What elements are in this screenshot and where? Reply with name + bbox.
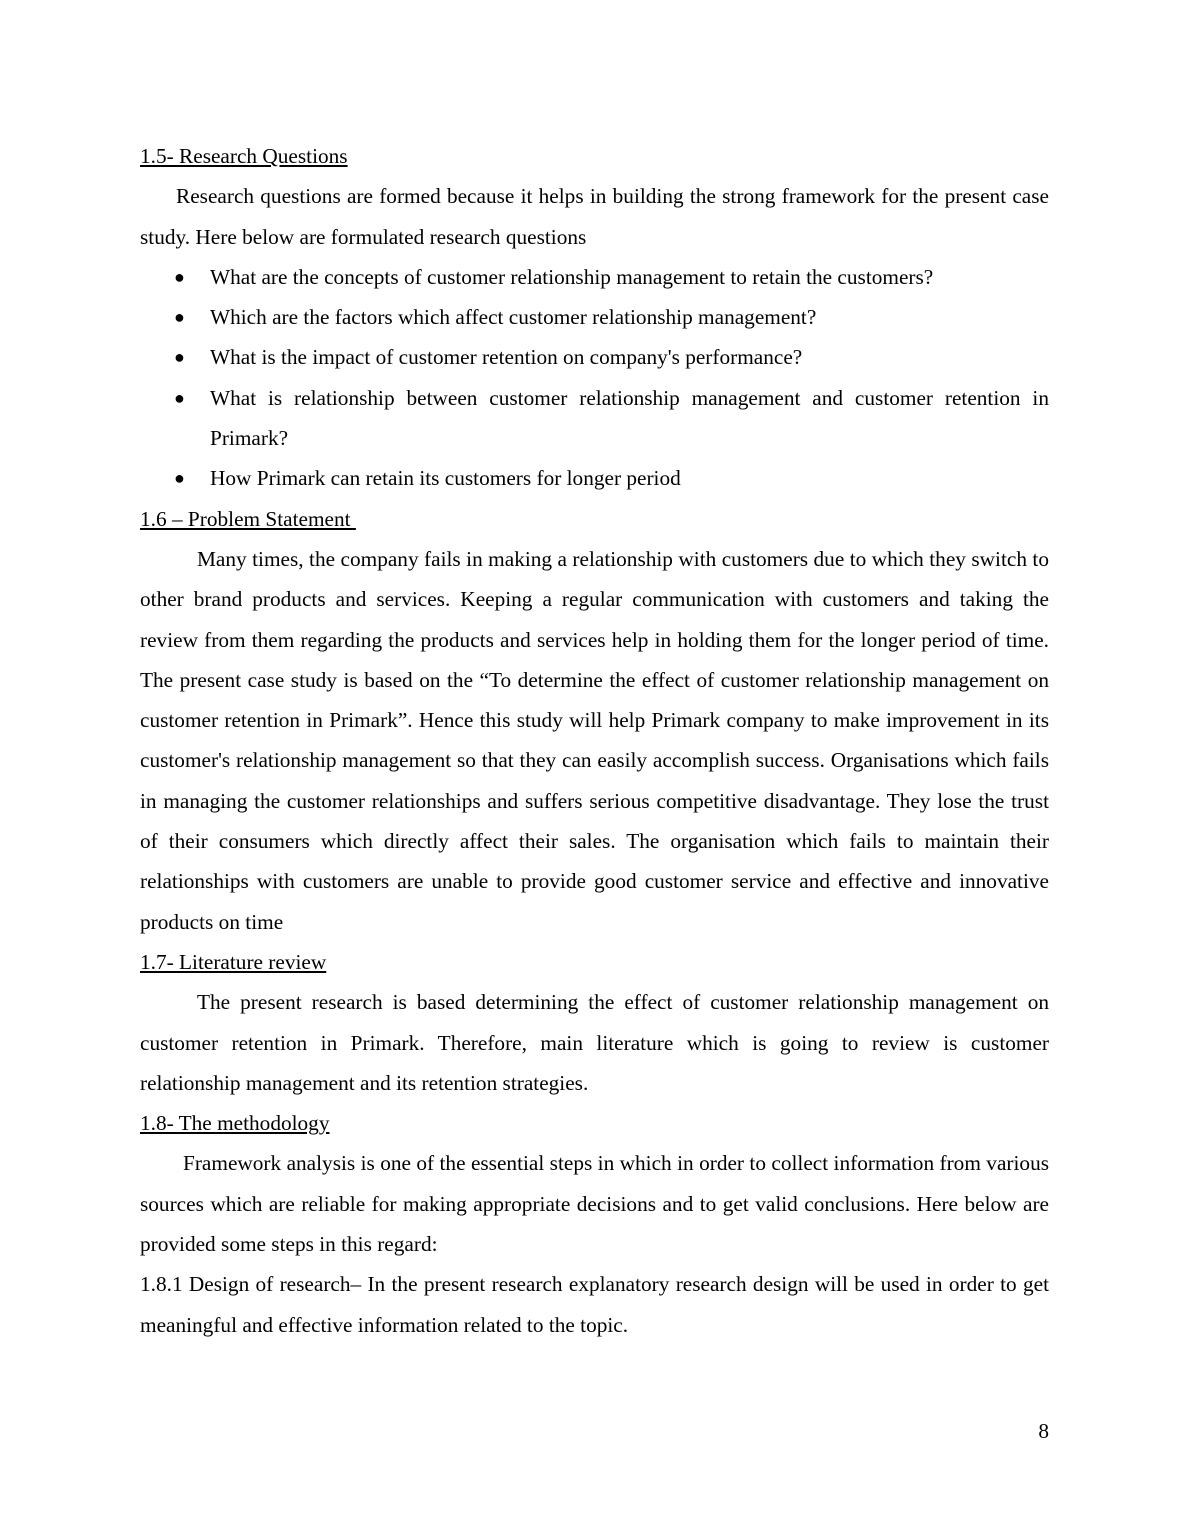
question-text: What are the concepts of customer relationship management to retain the customers? (210, 264, 934, 289)
bullet-icon: ● (174, 307, 185, 328)
heading-literature-review: 1.7- Literature review (140, 949, 327, 974)
research-questions-intro: Research questions are formed because it helps in building the strong framework for the present case study. Here below are formulated research questions (140, 184, 1049, 249)
question-text: What is the impact of customer retention on company's performance? (210, 345, 803, 370)
page-number: 8 (1038, 1419, 1049, 1443)
heading-problem-statement: 1.6 – Problem Statement (140, 506, 356, 531)
problem-statement-body: Many times, the company fails in making a relationship with customers due to which they switch to other brand products and services. Keeping a regular communication with customers and taking the review from them regarding the products and services help in holding them for the longer period of time. The present case study is based on the “To determine the effect of customer relationship management on customer retention in Primark”. Hence this study will help Primark company to make improvement in its customer's relationship management so that they can easily accomplish success. Organisations which fails in managing the customer relationships and suffers serious competitive disadvantage. They lose the trust of their consumers which directly affect their sales. The organisation which fails to maintain their relationships with customers are unable to provide good customer service and effective and innovative products on time (140, 546, 1049, 934)
question-text: How Primark can retain its customers for longer period (210, 466, 681, 491)
list-item (140, 378, 1049, 459)
research-design-paragraph: 1.8.1 Design of research– In the present research explanatory research design will be used in order to get meaningful and effective information related to the topic. (140, 1272, 1049, 1337)
list-item (140, 337, 1049, 377)
bullet-icon: ● (174, 347, 185, 368)
bullet-icon: ● (174, 468, 185, 489)
list-item (140, 257, 1049, 297)
bullet-icon: ● (174, 387, 185, 408)
bullet-icon: ● (174, 266, 185, 287)
question-text: What is relationship between customer relationship management and customer retention in Primark? (210, 385, 1049, 451)
document-body (140, 136, 1049, 1345)
list-item (140, 458, 1049, 498)
heading-research-questions: 1.5- Research Questions (140, 144, 348, 168)
question-text: Which are the factors which affect customer relationship management? (210, 305, 817, 330)
list-item (140, 297, 1049, 337)
research-questions-list (140, 257, 1049, 499)
literature-review-body: The present research is based determining the effect of customer relationship management on customer retention in Primark. Therefore, main literature which is going to review is customer relationship management and its retention strategies. (140, 990, 1049, 1095)
heading-methodology: 1.8- The methodology (140, 1111, 330, 1136)
methodology-body: Framework analysis is one of the essential steps in which in order to collect information from various sources which are reliable for making appropriate decisions and to get valid conclusions. Here below are provided some steps in this regard: (140, 1151, 1049, 1257)
